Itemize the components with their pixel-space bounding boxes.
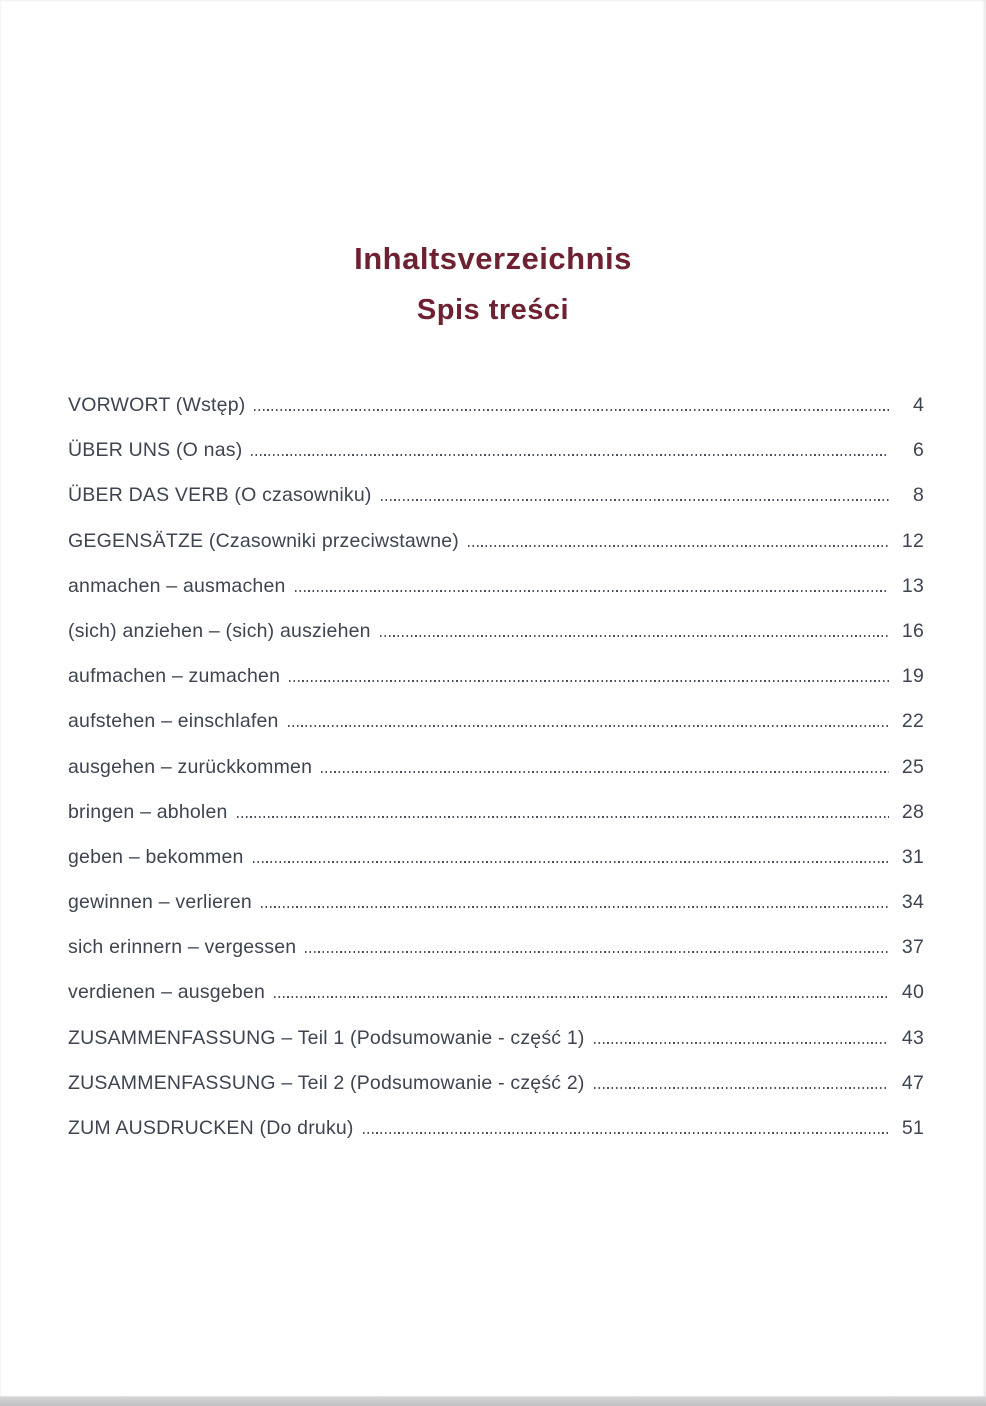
toc-entry-label: aufstehen – einschlafen [68, 710, 279, 733]
toc-entry[interactable] [68, 620, 924, 665]
toc-entry[interactable] [68, 891, 924, 936]
toc-entry-page-number: 25 [901, 755, 924, 778]
dot-leader [295, 590, 889, 592]
toc-entry-label: ausgehen – zurückkommen [68, 755, 313, 778]
dot-leader [261, 906, 889, 908]
dot-leader [381, 499, 889, 501]
dot-leader [468, 545, 889, 547]
toc-entry-page-number: 8 [912, 484, 924, 507]
dot-leader [321, 771, 889, 773]
toc-entry[interactable] [68, 801, 924, 846]
toc-entry[interactable] [68, 1072, 924, 1117]
toc-entry-label: ZUSAMMENFASSUNG – Teil 2 (Podsumowanie - część 2) [68, 1071, 585, 1094]
toc-entry[interactable] [68, 936, 924, 981]
toc-entry-label: (sich) anziehen – (sich) ausziehen [68, 619, 371, 642]
toc-entry[interactable] [68, 846, 924, 891]
toc-entry[interactable] [68, 756, 924, 801]
toc-entry[interactable] [68, 710, 924, 755]
dot-leader [363, 1132, 889, 1134]
toc-entry[interactable] [68, 575, 924, 620]
toc-entry[interactable] [68, 484, 924, 529]
toc-entry-page-number: 43 [901, 1026, 924, 1049]
toc-entry[interactable] [68, 1117, 924, 1162]
toc-entry[interactable] [68, 665, 924, 710]
page-bottom-edge [0, 1396, 986, 1406]
toc-entry-label: bringen – abholen [68, 800, 228, 823]
toc-entry[interactable] [68, 530, 924, 575]
dot-leader [380, 635, 889, 637]
toc-entry-page-number: 37 [901, 936, 924, 959]
toc-entry[interactable] [68, 1027, 924, 1072]
toc-entry-label: gewinnen – verlieren [68, 891, 252, 914]
dot-leader [594, 1087, 889, 1089]
toc-entry-label: ZUM AUSDRUCKEN (Do druku) [68, 1117, 354, 1139]
toc-entry-page-number: 40 [901, 981, 924, 1004]
toc-entry-page-number: 19 [901, 665, 924, 688]
toc-entry-page-number: 22 [901, 710, 924, 733]
toc-entry-label: VORWORT (Wstęp) [68, 394, 246, 416]
dot-leader [594, 1042, 889, 1044]
toc-entry-page-number: 31 [901, 845, 924, 868]
page-title-german: Inhaltsverzeichnis [354, 241, 632, 276]
toc-entry-page-number: 16 [901, 619, 924, 642]
dot-leader [305, 951, 889, 953]
toc-entry-page-number: 28 [901, 800, 924, 823]
toc-entry[interactable] [68, 394, 924, 439]
page-title-polish: Spis treści [416, 294, 570, 326]
toc-entry-page-number: 12 [901, 529, 924, 552]
dot-leader [237, 816, 889, 818]
toc-entry-page-number: 34 [901, 891, 924, 914]
toc-entry-label: aufmachen – zumachen [68, 665, 281, 688]
dot-leader [254, 409, 889, 411]
toc-entry[interactable] [68, 981, 924, 1026]
dot-leader [251, 454, 889, 456]
toc-entry-page-number: 51 [901, 1117, 924, 1139]
toc-entry-page-number: 13 [901, 574, 924, 597]
dot-leader [288, 725, 889, 727]
toc-entry-label: ZUSAMMENFASSUNG – Teil 1 (Podsumowanie - część 1) [68, 1026, 585, 1049]
toc-entry-page-number: 47 [901, 1071, 924, 1094]
toc-entry-label: ÜBER DAS VERB (O czasowniku) [68, 484, 372, 507]
toc-entry-label: GEGENSÄTZE (Czasowniki przeciwstawne) [68, 529, 459, 552]
page-header [0, 0, 986, 325]
table-of-contents [68, 394, 924, 1162]
toc-entry-label: anmachen – ausmachen [68, 574, 286, 597]
toc-entry-label: verdienen – ausgeben [68, 981, 265, 1004]
toc-entry-label: sich erinnern – vergessen [68, 936, 297, 959]
toc-entry-label: ÜBER UNS (O nas) [68, 439, 243, 462]
dot-leader [253, 861, 889, 863]
toc-entry-label: geben – bekommen [68, 845, 244, 868]
dot-leader [289, 680, 889, 682]
toc-entry-page-number: 4 [912, 394, 924, 416]
dot-leader [274, 996, 889, 998]
toc-entry[interactable] [68, 439, 924, 484]
toc-entry-page-number: 6 [912, 439, 924, 462]
